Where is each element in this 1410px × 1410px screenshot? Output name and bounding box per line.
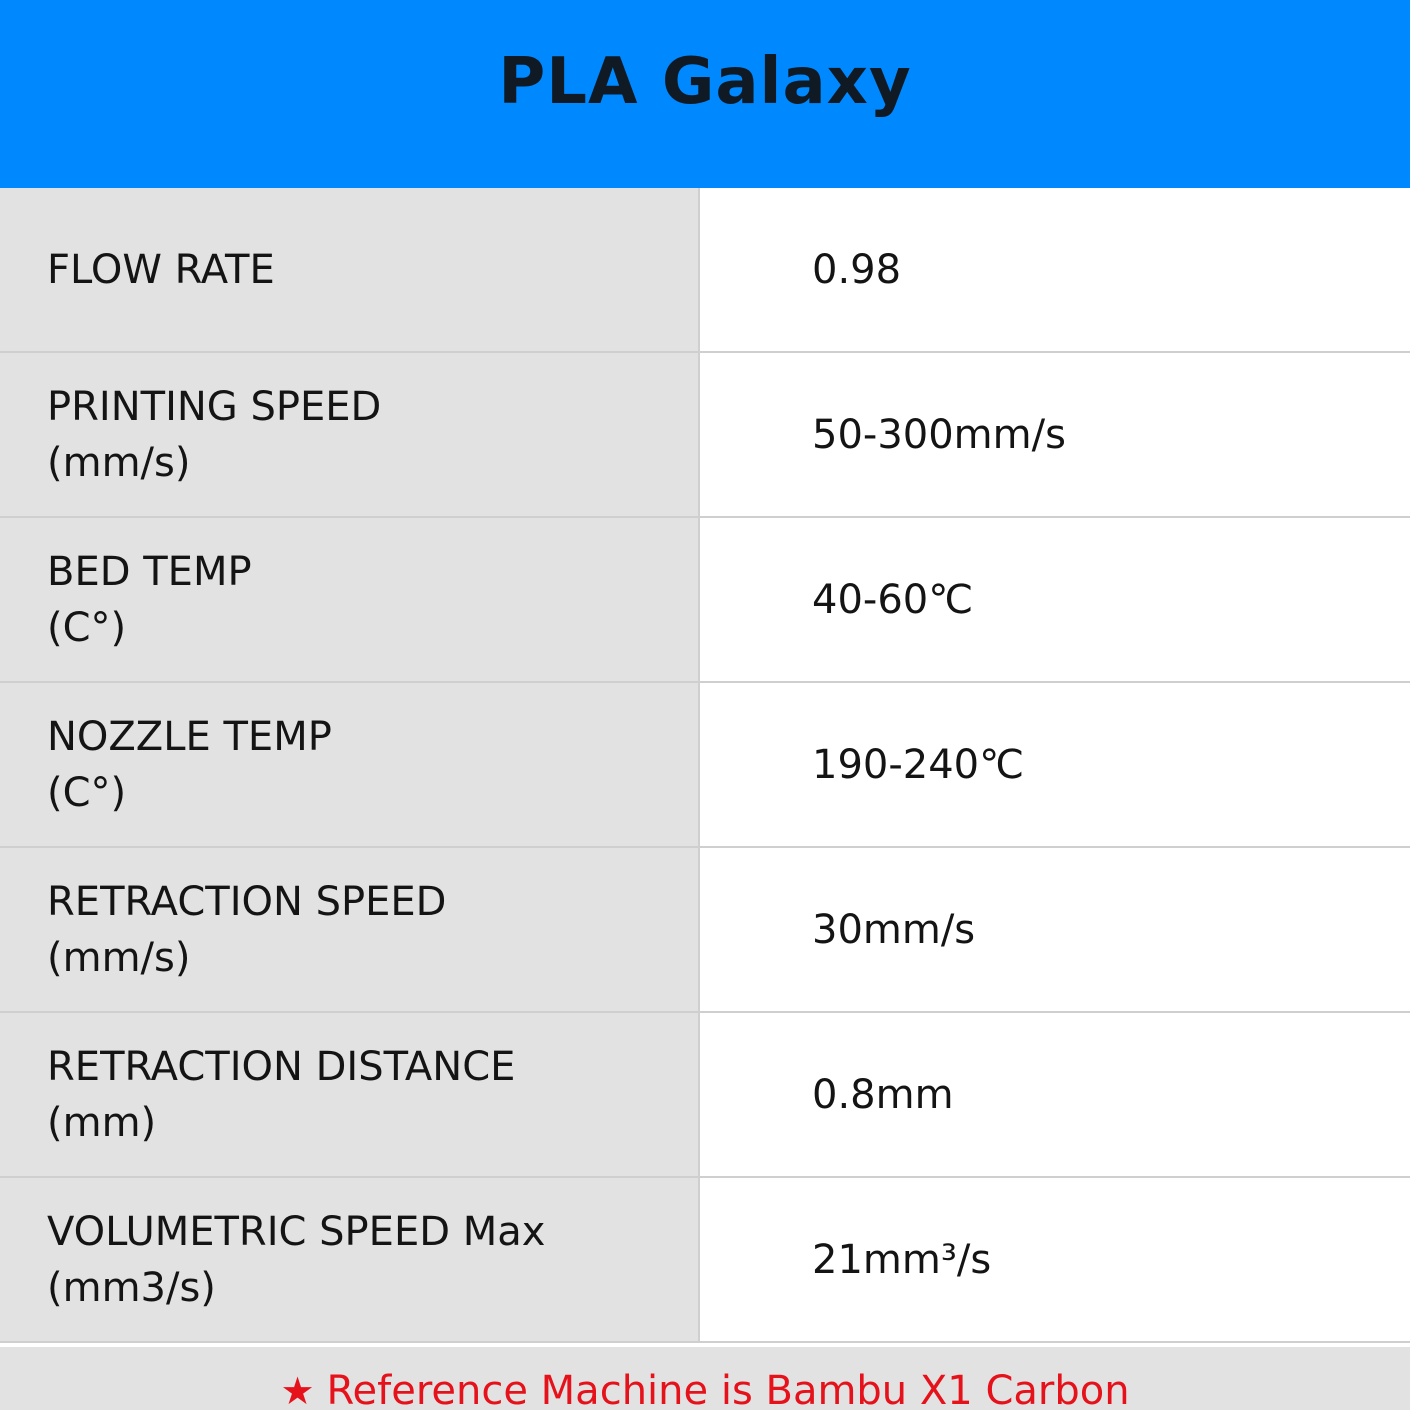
row-label: RETRACTION SPEED xyxy=(47,878,447,925)
label-cell xyxy=(0,353,700,516)
row-unit: (C°) xyxy=(47,604,127,651)
value-cell xyxy=(700,353,1410,516)
row-value: 40-60℃ xyxy=(812,576,974,623)
row-value: 50-300mm/s xyxy=(812,411,1066,458)
row-unit: (mm/s) xyxy=(47,439,191,486)
table-row-printing-speed xyxy=(0,353,1410,518)
row-value: 0.98 xyxy=(812,246,902,293)
label-cell xyxy=(0,1178,700,1341)
page-header xyxy=(0,0,1410,188)
table-row-volumetric-speed xyxy=(0,1178,1410,1343)
table-row-nozzle-temp xyxy=(0,683,1410,848)
label-cell xyxy=(0,188,700,351)
table-row-retraction-speed xyxy=(0,848,1410,1013)
label-cell xyxy=(0,848,700,1011)
reference-text: Reference Machine is Bambu X1 Carbon xyxy=(326,1368,1130,1410)
row-unit: (mm3/s) xyxy=(47,1264,216,1311)
value-cell xyxy=(700,1013,1410,1176)
star-icon: ★ xyxy=(280,1369,315,1410)
page-title: PLA Galaxy xyxy=(498,45,912,119)
value-cell xyxy=(700,518,1410,681)
table-row-retraction-distance xyxy=(0,1013,1410,1178)
table-row-bed-temp xyxy=(0,518,1410,683)
row-label: NOZZLE TEMP xyxy=(47,713,332,760)
row-value: 190-240℃ xyxy=(812,741,1025,788)
value-cell xyxy=(700,683,1410,846)
spec-table xyxy=(0,188,1410,1343)
row-value: 0.8mm xyxy=(812,1071,954,1118)
table-row-flow-rate xyxy=(0,188,1410,353)
row-unit: (mm/s) xyxy=(47,934,191,981)
row-label: PRINTING SPEED xyxy=(47,383,382,430)
reference-footer xyxy=(0,1347,1410,1410)
label-cell xyxy=(0,1013,700,1176)
row-label: FLOW RATE xyxy=(47,246,275,293)
row-value: 21mm³/s xyxy=(812,1236,992,1283)
row-label: VOLUMETRIC SPEED Max xyxy=(47,1208,546,1255)
label-cell xyxy=(0,518,700,681)
row-label: BED TEMP xyxy=(47,548,252,595)
label-cell xyxy=(0,683,700,846)
value-cell xyxy=(700,1178,1410,1341)
reference-note xyxy=(280,1363,1129,1410)
row-unit: (C°) xyxy=(47,769,127,816)
value-cell xyxy=(700,848,1410,1011)
row-label: RETRACTION DISTANCE xyxy=(47,1043,516,1090)
value-cell xyxy=(700,188,1410,351)
row-value: 30mm/s xyxy=(812,906,976,953)
row-unit: (mm) xyxy=(47,1099,157,1146)
